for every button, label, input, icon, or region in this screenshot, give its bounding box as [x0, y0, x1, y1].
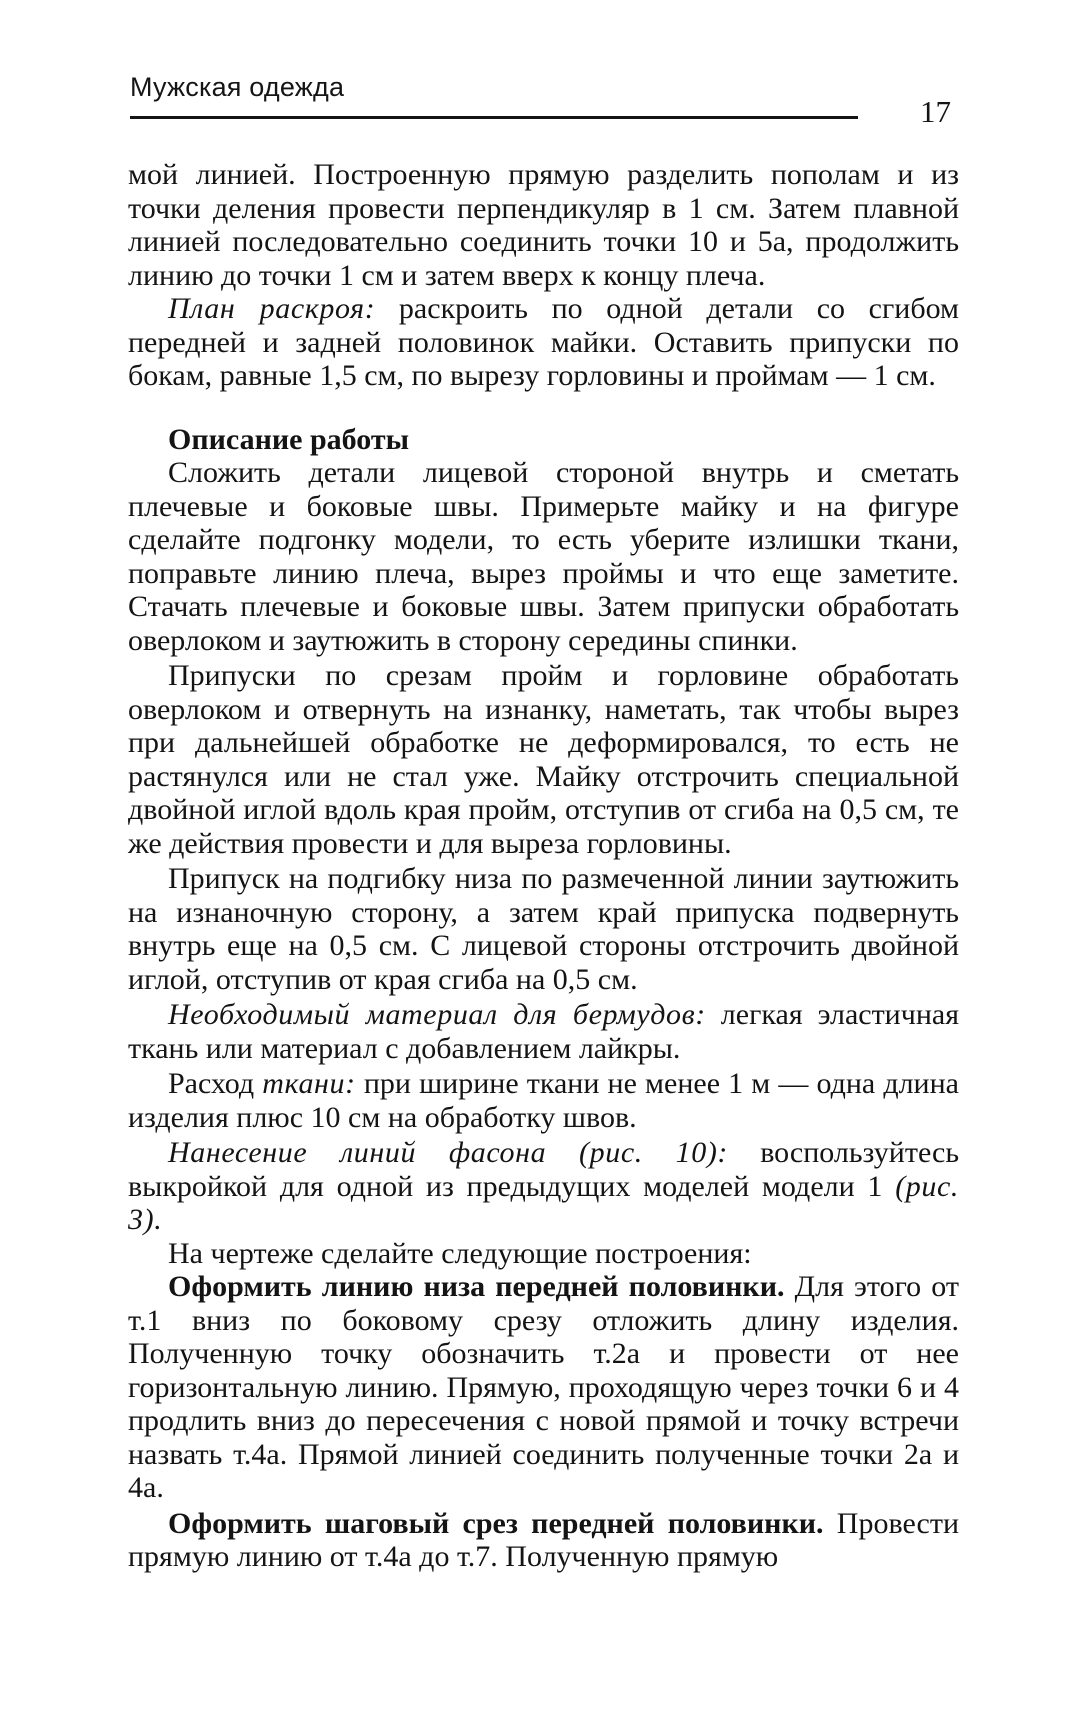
- paragraph-material: [128, 998, 959, 1065]
- paragraph-style-lines: [128, 1136, 959, 1237]
- paragraph-hem-finishing: Припуск на подгибку низа по размеченной линии заутюжить на изнаночную сторону, а затем край припуска подвернуть внутрь еще на 0,5 см. С лицевой стороны отстрочить двойной иглой, отступив от края сгиба на 0,5 см.: [128, 862, 959, 996]
- paragraph-lead: План раскроя:: [168, 292, 376, 325]
- paragraph-text: раскроить по одной детали со сгибом передней и задней половинок майки. Оставить припуски по бокам, равные 1,5 см, по вырезу горловины и проймам — 1 см.: [128, 292, 959, 392]
- page-number: 17: [920, 94, 951, 129]
- paragraph-text: легкая эластичная ткань или материал с добавлением лайкры.: [128, 998, 959, 1065]
- paragraph-lead: Нанесение линий фасона (рис. 10):: [168, 1136, 729, 1169]
- paragraph-lead: ткани:: [262, 1067, 356, 1100]
- running-title: Мужская одежда: [130, 72, 345, 102]
- paragraph-text: Расход: [168, 1067, 263, 1100]
- paragraph-hem-line: [128, 1270, 959, 1505]
- paragraph-lead: Оформить шаговый срез передней половинки.: [168, 1506, 824, 1540]
- page-body: [128, 158, 959, 1574]
- paragraph-drafting-intro: На чертеже сделайте следующие построения:: [168, 1236, 752, 1270]
- paragraph-continuation: мой линией. Построенную прямую разделить пополам и из точки деления провести перпендикуляр в 1 см. Затем плавной линией последовательно соединить точки 10 и 5а, продолжить линию до точки 1 см и затем вверх к концу плеча.: [128, 158, 959, 292]
- paragraph-lead: Необходимый материал для бермудов:: [168, 998, 706, 1031]
- paragraph-text: при ширине ткани не менее 1 м — одна длина изделия плюс 10 см на обработку швов.: [128, 1067, 959, 1134]
- section-title: Описание работы: [168, 422, 410, 456]
- paragraph-fabric-consumption: [128, 1067, 959, 1134]
- paragraph-lead: Оформить линию низа передней половинки.: [168, 1270, 785, 1303]
- paragraph-work-description: Сложить детали лицевой стороной внутрь и сметать плечевые и боковые швы. Примерьте майку и на фигуре сделайте подгонку модели, то есть уберите излишки ткани, поправьте линию плеча, вырез проймы и что еще заметите. Стачать плечевые и боковые швы. Затем припуски обработать оверлоком и заутюжить в сторону середины спинки.: [128, 456, 959, 657]
- paragraph-cutting-plan: [128, 292, 959, 393]
- header-rule: [130, 116, 858, 119]
- paragraph-text: Для этого от т.1 вниз по боковому срезу отложить длину изделия. Полученную точку обозначить т.2а и провести от нее горизонтальную линию. Прямую, проходящую через точки 6 и 4 продлить вниз до пересечения с новой прямой и точку встречи назвать т.4а. Прямой линией соединить полученные точки 2а и 4а.: [128, 1270, 959, 1504]
- paragraph-text: воспользуйтесь выкройкой для одной из предыдущих моделей модели 1: [128, 1136, 959, 1203]
- paragraph-inseam: [128, 1507, 959, 1574]
- figure-reference: (рис. 3).: [128, 1169, 959, 1236]
- paragraph-armhole-finishing: Припуски по срезам пройм и горловине обработать оверлоком и отвернуть на изнанку, наметать, так чтобы вырез при дальнейшей обработке не деформировался, то есть не растянулся или не стал уже. Майку отстрочить специальной двойной иглой вдоль края пройм, отступив от сгиба на 0,5 см, те же действия провести и для выреза горловины.: [128, 659, 959, 860]
- paragraph-text: Провести прямую линию от т.4а до т.7. Полученную прямую: [128, 1506, 959, 1573]
